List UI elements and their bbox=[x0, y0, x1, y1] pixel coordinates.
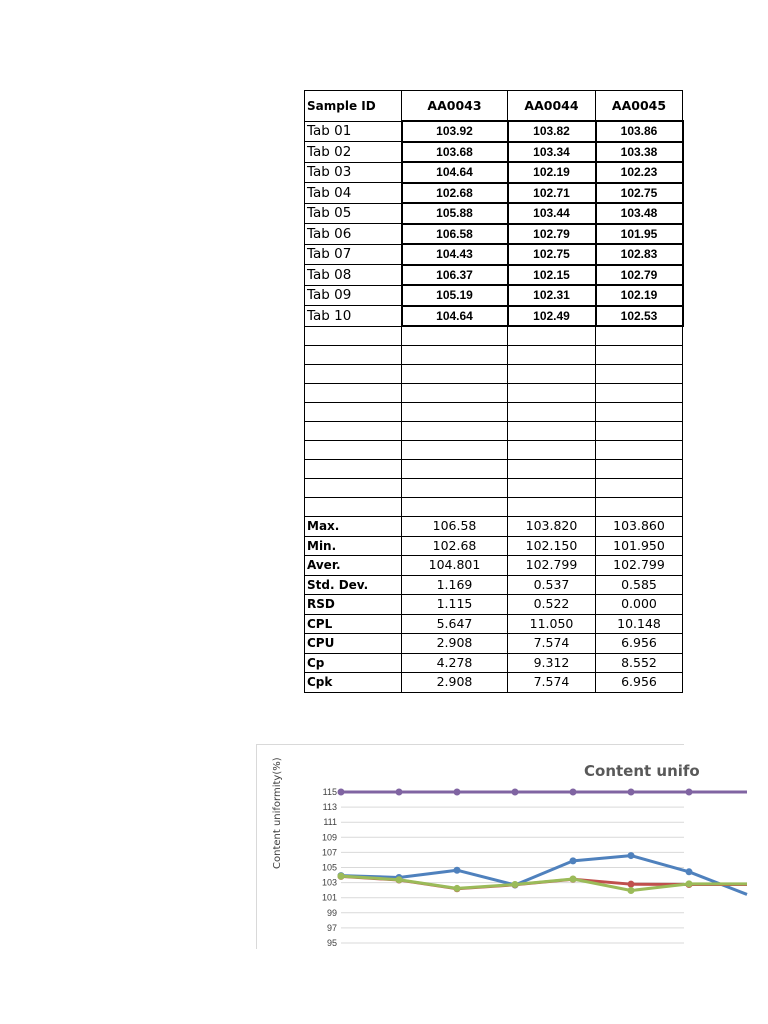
data-point bbox=[396, 789, 403, 796]
data-point bbox=[512, 881, 519, 888]
empty-cell bbox=[508, 479, 596, 498]
empty-cell bbox=[402, 479, 508, 498]
sample-value: 102.79 bbox=[596, 265, 683, 286]
data-point bbox=[686, 868, 693, 875]
data-point bbox=[686, 880, 693, 887]
sample-label: Tab 08 bbox=[305, 265, 402, 286]
stat-value: 7.574 bbox=[508, 673, 596, 693]
chart-title: Content unifo bbox=[584, 762, 700, 780]
sample-value: 103.38 bbox=[596, 142, 683, 163]
header-row bbox=[305, 91, 683, 122]
empty-cell bbox=[305, 365, 402, 384]
stat-row bbox=[305, 517, 683, 537]
stat-label: Std. Dev. bbox=[305, 575, 402, 595]
sample-value: 103.34 bbox=[508, 142, 596, 163]
stat-row bbox=[305, 556, 683, 576]
empty-cell bbox=[508, 346, 596, 365]
y-axis-title: Content uniformity(%) bbox=[272, 757, 283, 869]
empty-row bbox=[305, 403, 683, 422]
sample-row bbox=[305, 285, 683, 306]
empty-cell bbox=[596, 326, 683, 346]
empty-cell bbox=[305, 422, 402, 441]
sample-row bbox=[305, 224, 683, 245]
stat-value: 2.908 bbox=[402, 673, 508, 693]
empty-row bbox=[305, 326, 683, 346]
empty-row bbox=[305, 384, 683, 403]
stat-label: Min. bbox=[305, 536, 402, 556]
sample-value: 102.31 bbox=[508, 285, 596, 306]
data-point bbox=[454, 867, 461, 874]
chart-canvas bbox=[257, 745, 700, 949]
sample-value: 101.95 bbox=[596, 224, 683, 245]
stat-value: 102.150 bbox=[508, 536, 596, 556]
empty-row bbox=[305, 460, 683, 479]
empty-cell bbox=[596, 403, 683, 422]
empty-cell bbox=[402, 403, 508, 422]
stat-value: 0.585 bbox=[596, 575, 683, 595]
stat-value: 104.801 bbox=[402, 556, 508, 576]
sample-label: Tab 05 bbox=[305, 203, 402, 224]
y-tick-label: 113 bbox=[322, 802, 337, 813]
stat-value: 103.820 bbox=[508, 517, 596, 537]
empty-cell bbox=[596, 479, 683, 498]
sample-label: Tab 06 bbox=[305, 224, 402, 245]
empty-cell bbox=[508, 441, 596, 460]
y-tick-label: 101 bbox=[321, 892, 337, 903]
stat-value: 101.950 bbox=[596, 536, 683, 556]
empty-cell bbox=[402, 441, 508, 460]
stat-value: 6.956 bbox=[596, 634, 683, 654]
sample-label: Tab 04 bbox=[305, 183, 402, 204]
empty-cell bbox=[596, 422, 683, 441]
empty-row bbox=[305, 498, 683, 517]
y-tick-label: 107 bbox=[321, 847, 337, 858]
empty-row bbox=[305, 346, 683, 365]
stat-row bbox=[305, 634, 683, 654]
sample-row bbox=[305, 162, 683, 183]
sample-row bbox=[305, 265, 683, 286]
sample-value: 102.19 bbox=[596, 285, 683, 306]
empty-cell bbox=[508, 422, 596, 441]
sample-value: 102.79 bbox=[508, 224, 596, 245]
stat-value: 106.58 bbox=[402, 517, 508, 537]
empty-cell bbox=[596, 498, 683, 517]
empty-cell bbox=[596, 384, 683, 403]
stat-value: 10.148 bbox=[596, 614, 683, 634]
content-uniformity-chart bbox=[256, 744, 700, 949]
data-point bbox=[628, 887, 635, 894]
empty-cell bbox=[305, 384, 402, 403]
sample-label: Tab 10 bbox=[305, 306, 402, 327]
stat-value: 5.647 bbox=[402, 614, 508, 634]
sample-row bbox=[305, 121, 683, 142]
y-tick-label: 111 bbox=[323, 817, 337, 828]
empty-cell bbox=[402, 346, 508, 365]
empty-cell bbox=[402, 365, 508, 384]
empty-cell bbox=[402, 498, 508, 517]
empty-row bbox=[305, 479, 683, 498]
sample-value: 102.75 bbox=[508, 244, 596, 265]
sample-label: Tab 09 bbox=[305, 285, 402, 306]
sample-value: 106.37 bbox=[402, 265, 508, 286]
stat-value: 4.278 bbox=[402, 653, 508, 673]
sample-label: Tab 02 bbox=[305, 142, 402, 163]
stat-row bbox=[305, 536, 683, 556]
sample-value: 105.19 bbox=[402, 285, 508, 306]
stat-label: Cp bbox=[305, 653, 402, 673]
empty-cell bbox=[596, 441, 683, 460]
sample-label: Tab 07 bbox=[305, 244, 402, 265]
empty-cell bbox=[596, 460, 683, 479]
data-point bbox=[512, 789, 519, 796]
data-point bbox=[686, 789, 693, 796]
empty-cell bbox=[305, 498, 402, 517]
stat-value: 9.312 bbox=[508, 653, 596, 673]
y-tick-label: 103 bbox=[321, 877, 337, 888]
data-point bbox=[454, 789, 461, 796]
sample-value: 105.88 bbox=[402, 203, 508, 224]
empty-cell bbox=[508, 460, 596, 479]
sample-label: Tab 03 bbox=[305, 162, 402, 183]
stat-value: 8.552 bbox=[596, 653, 683, 673]
sample-value: 103.92 bbox=[402, 121, 508, 142]
stat-label: RSD bbox=[305, 595, 402, 615]
empty-cell bbox=[508, 365, 596, 384]
data-point bbox=[628, 789, 635, 796]
stat-label: Cpk bbox=[305, 673, 402, 693]
empty-cell bbox=[402, 422, 508, 441]
y-tick-label: 97 bbox=[326, 922, 337, 933]
header-sample-id: Sample ID bbox=[305, 91, 402, 122]
sample-value: 102.15 bbox=[508, 265, 596, 286]
sample-row bbox=[305, 142, 683, 163]
data-point bbox=[396, 876, 403, 883]
stat-value: 102.799 bbox=[508, 556, 596, 576]
sample-value: 102.83 bbox=[596, 244, 683, 265]
stat-value: 11.050 bbox=[508, 614, 596, 634]
y-tick-label: 95 bbox=[326, 938, 337, 948]
data-point bbox=[570, 789, 577, 796]
y-tick-label: 115 bbox=[322, 787, 337, 797]
data-point bbox=[454, 885, 461, 892]
sample-value: 102.23 bbox=[596, 162, 683, 183]
stat-row bbox=[305, 575, 683, 595]
sample-value: 104.43 bbox=[402, 244, 508, 265]
sample-value: 103.44 bbox=[508, 203, 596, 224]
empty-cell bbox=[305, 441, 402, 460]
results-table bbox=[304, 90, 684, 693]
empty-cell bbox=[402, 326, 508, 346]
y-tick-label: 105 bbox=[321, 862, 337, 873]
data-point bbox=[628, 852, 635, 859]
sample-value: 102.75 bbox=[596, 183, 683, 204]
stat-value: 102.799 bbox=[596, 556, 683, 576]
stat-value: 0.000 bbox=[596, 595, 683, 615]
y-tick-label: 99 bbox=[326, 907, 337, 918]
sample-value: 103.82 bbox=[508, 121, 596, 142]
empty-cell bbox=[402, 384, 508, 403]
sample-row bbox=[305, 244, 683, 265]
sample-label: Tab 01 bbox=[305, 121, 402, 142]
stat-label: Max. bbox=[305, 517, 402, 537]
sample-value: 106.58 bbox=[402, 224, 508, 245]
empty-row bbox=[305, 422, 683, 441]
data-point bbox=[628, 881, 635, 888]
empty-cell bbox=[305, 479, 402, 498]
stat-row bbox=[305, 673, 683, 693]
stat-value: 0.537 bbox=[508, 575, 596, 595]
data-point bbox=[570, 875, 577, 882]
sample-value: 102.68 bbox=[402, 183, 508, 204]
empty-cell bbox=[596, 346, 683, 365]
sample-value: 104.64 bbox=[402, 306, 508, 327]
stat-label: Aver. bbox=[305, 556, 402, 576]
empty-cell bbox=[402, 460, 508, 479]
series-line bbox=[341, 856, 747, 895]
data-point bbox=[570, 857, 577, 864]
data-point bbox=[338, 789, 345, 796]
header-batch: AA0044 bbox=[508, 91, 596, 122]
sample-value: 103.86 bbox=[596, 121, 683, 142]
stat-value: 0.522 bbox=[508, 595, 596, 615]
empty-cell bbox=[305, 460, 402, 479]
y-tick-label: 109 bbox=[321, 832, 337, 843]
stat-row bbox=[305, 653, 683, 673]
empty-row bbox=[305, 441, 683, 460]
sample-value: 103.48 bbox=[596, 203, 683, 224]
empty-cell bbox=[508, 326, 596, 346]
stat-label: CPU bbox=[305, 634, 402, 654]
empty-cell bbox=[305, 326, 402, 346]
stat-row bbox=[305, 614, 683, 634]
empty-row bbox=[305, 365, 683, 384]
empty-cell bbox=[305, 346, 402, 365]
header-batch: AA0043 bbox=[402, 91, 508, 122]
stat-value: 102.68 bbox=[402, 536, 508, 556]
stat-row bbox=[305, 595, 683, 615]
sample-row bbox=[305, 203, 683, 224]
sample-value: 102.71 bbox=[508, 183, 596, 204]
stat-value: 7.574 bbox=[508, 634, 596, 654]
empty-cell bbox=[508, 384, 596, 403]
stat-value: 6.956 bbox=[596, 673, 683, 693]
data-point bbox=[338, 873, 345, 880]
stat-value: 2.908 bbox=[402, 634, 508, 654]
sample-value: 103.68 bbox=[402, 142, 508, 163]
stat-label: CPL bbox=[305, 614, 402, 634]
sample-value: 102.19 bbox=[508, 162, 596, 183]
sample-value: 102.49 bbox=[508, 306, 596, 327]
stat-value: 1.115 bbox=[402, 595, 508, 615]
stat-value: 1.169 bbox=[402, 575, 508, 595]
empty-cell bbox=[596, 365, 683, 384]
empty-cell bbox=[508, 498, 596, 517]
empty-cell bbox=[305, 403, 402, 422]
sample-value: 104.64 bbox=[402, 162, 508, 183]
empty-cell bbox=[508, 403, 596, 422]
stat-value: 103.860 bbox=[596, 517, 683, 537]
sample-value: 102.53 bbox=[596, 306, 683, 327]
sample-row bbox=[305, 306, 683, 327]
header-batch: AA0045 bbox=[596, 91, 683, 122]
sample-row bbox=[305, 183, 683, 204]
